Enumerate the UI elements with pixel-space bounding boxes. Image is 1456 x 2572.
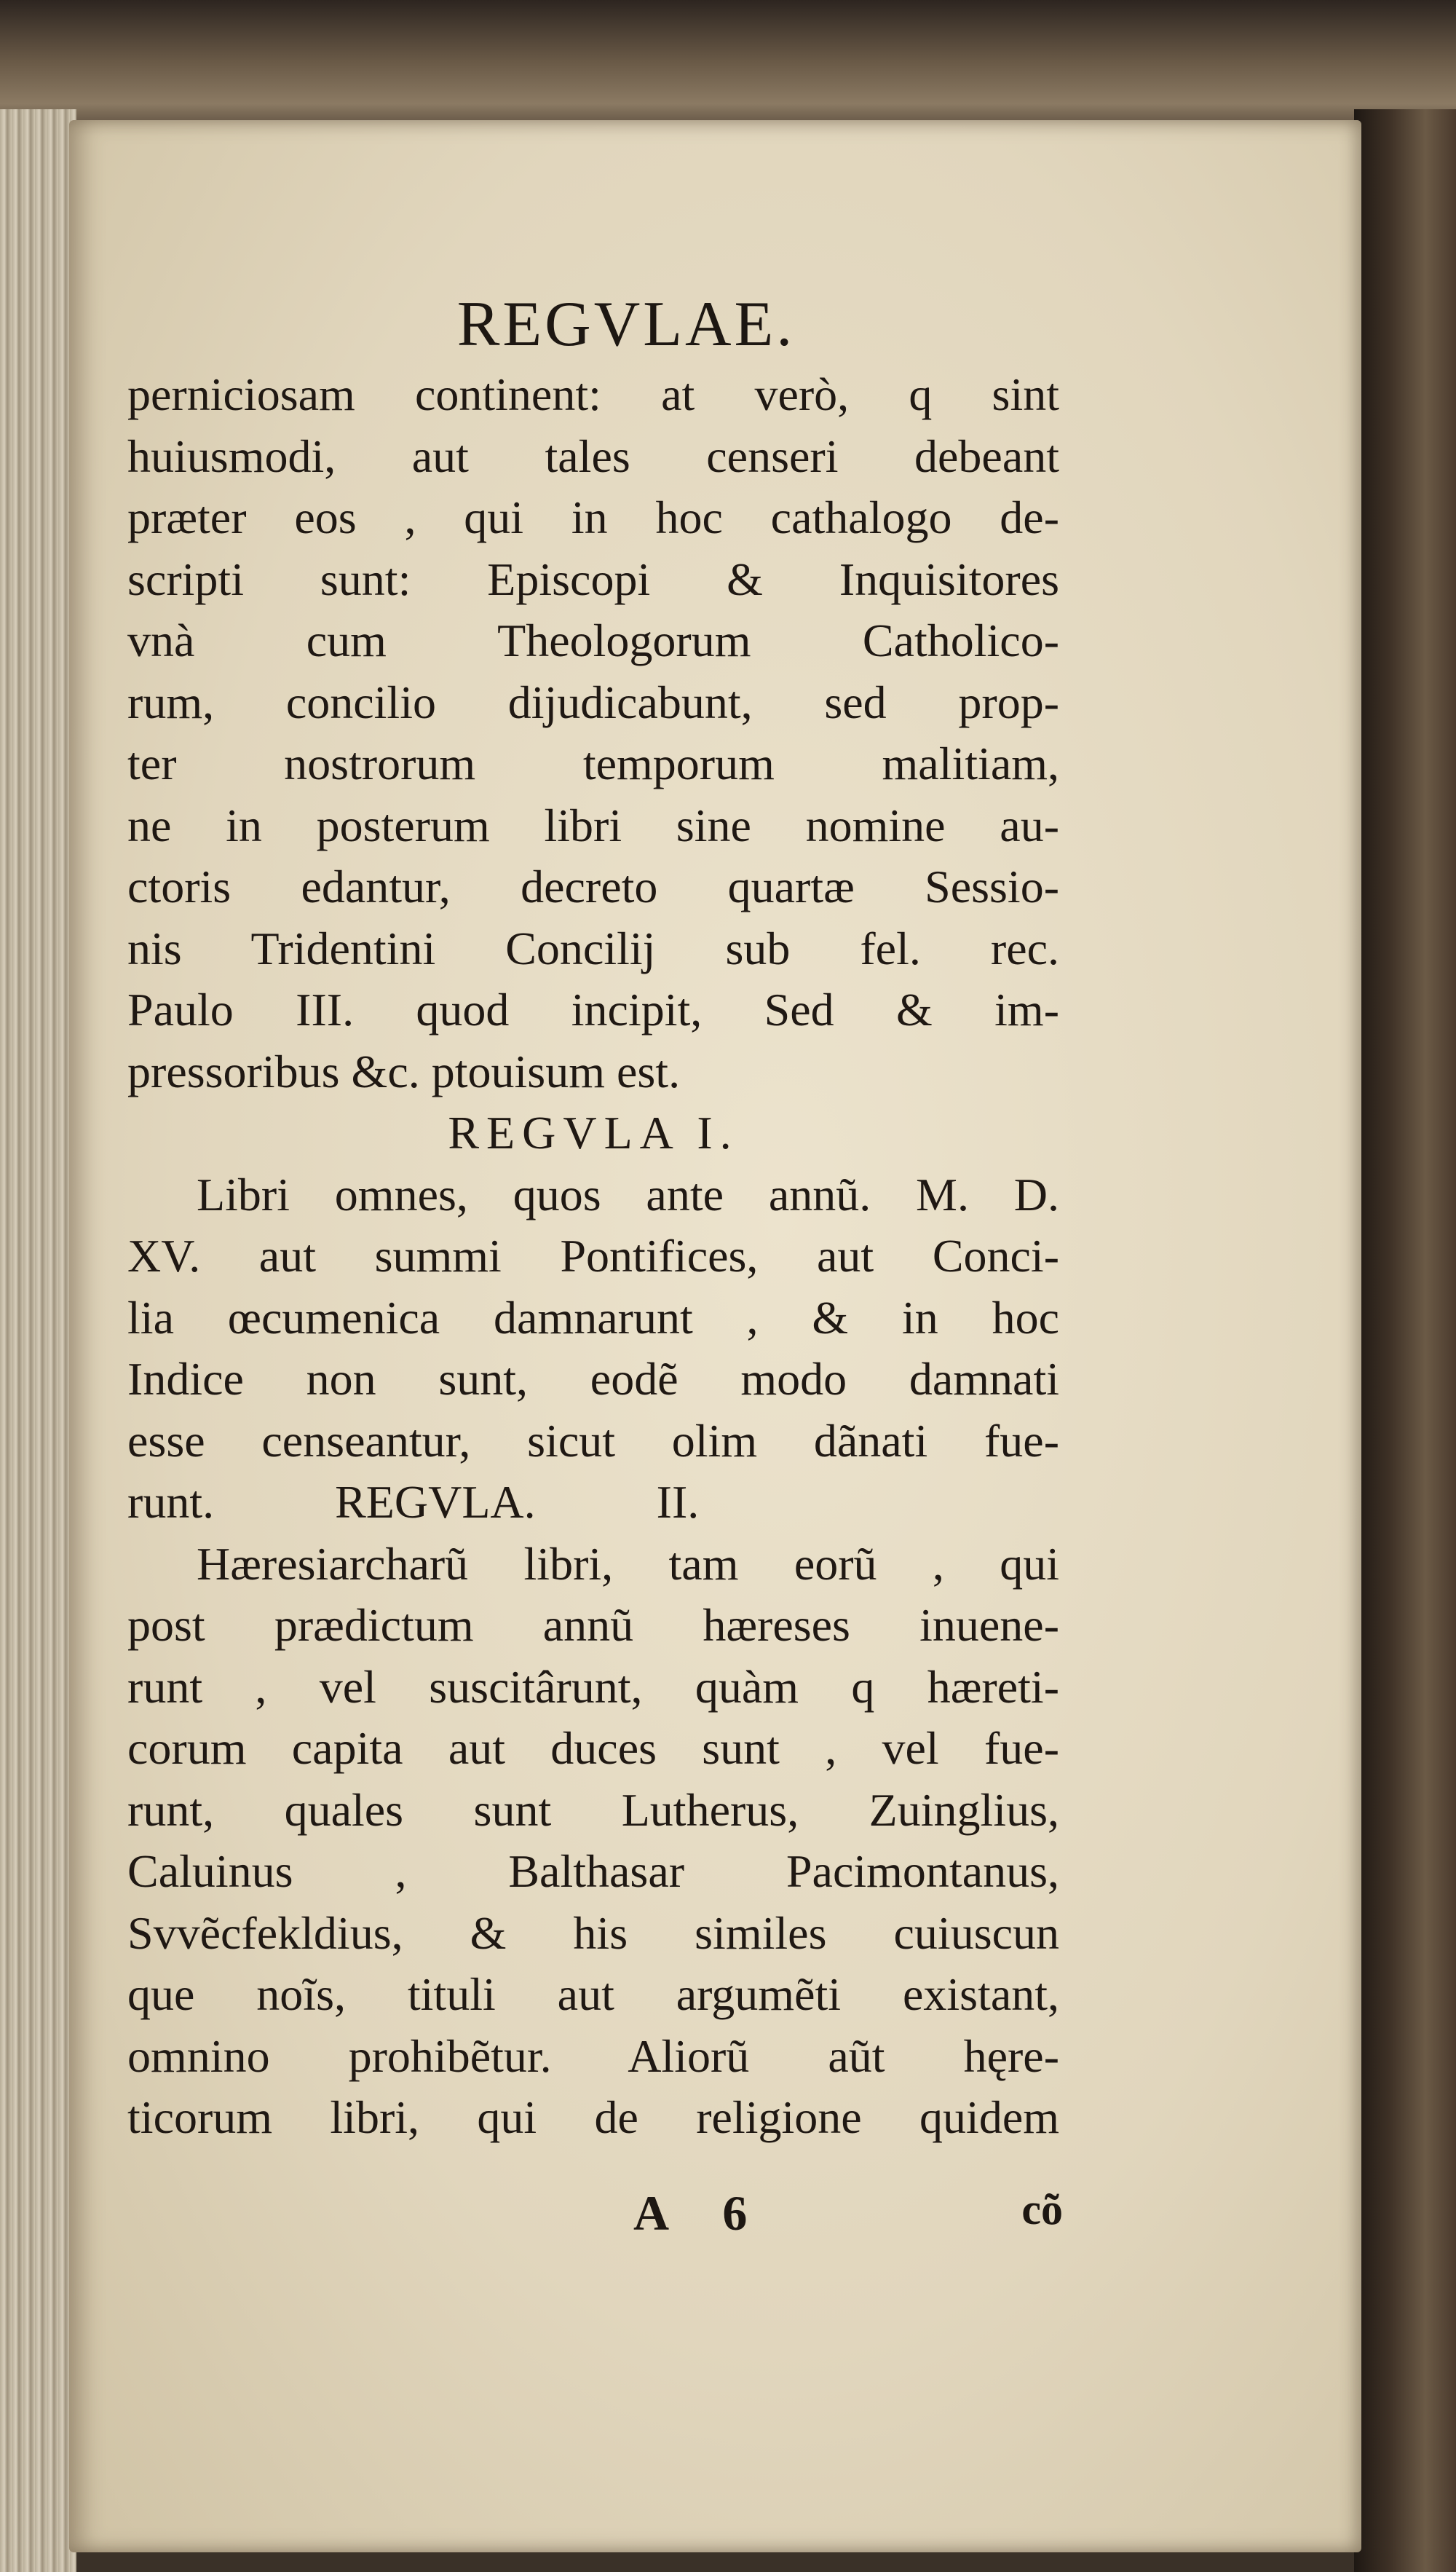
text-line: Hæresiarcharũ libri, tam eorũ , qui [197, 1537, 1059, 1590]
rule-heading-1: REGVLA I. [448, 1107, 739, 1159]
text-line: perniciosam continent: at verò, q sint [127, 368, 1059, 420]
text-line: rum, concilio dijudicabunt, sed prop- [127, 676, 1059, 728]
text-line: que noĩs, tituli aut argumẽti existant, [127, 1968, 1059, 2020]
text-line: post prædictum annũ hæreses inuene- [127, 1599, 1059, 1651]
text-line: ne in posterum libri sine nomine au- [127, 799, 1059, 851]
text-line: Indice non sunt, eodẽ modo damnati [127, 1353, 1059, 1405]
text-line: Paulo III. quod incipit, Sed & im- [127, 984, 1059, 1035]
text-line: Libri omnes, quos ante annũ. M. D. [197, 1168, 1059, 1220]
text-line: corum capita aut duces sunt , vel fue- [127, 1722, 1059, 1774]
text-line: nis Tridentini Concilij sub fel. rec. [127, 922, 1059, 974]
text-line: scripti sunt: Episcopi & Inquisitores [127, 553, 1059, 605]
text-line: Svvẽcfekldius, & his similes cuiuscun [127, 1906, 1059, 1959]
text-line: ticorum libri, qui de religione quidem [127, 2091, 1059, 2143]
text-line: lia œcumenica damnarunt , & in hoc [127, 1291, 1059, 1344]
signature-mark: A 6 [633, 2185, 769, 2241]
text-line: præter eos , qui in hoc cathalogo de- [127, 492, 1059, 543]
running-head: REGVLAE. [456, 289, 796, 360]
book-binding-right-edge [1354, 109, 1456, 2572]
text-line: runt, quales sunt Lutherus, Zuinglius, [127, 1783, 1059, 1836]
text-line: runt , vel suscitârunt, quàm q hæreti- [127, 1660, 1059, 1713]
text-line: Caluinus , Balthasar Pacimontanus, [127, 1845, 1059, 1897]
body-text [127, 364, 1059, 2149]
page-stack-left-edge [0, 109, 76, 2572]
text-line: esse censeantur, sicut olim dãnati fue- [127, 1414, 1059, 1467]
text-line: omnino prohibẽtur. Aliorũ aũt hęre- [127, 2029, 1059, 2082]
text-line: pressoribus &c. ptouisum est. [127, 1045, 681, 1097]
text-line: huiusmodi, aut tales censeri debeant [127, 430, 1059, 482]
text-line: ter nostrorum temporum malitiam, [127, 738, 1059, 789]
text-line: XV. aut summi Pontifices, aut Conci- [127, 1230, 1059, 1282]
text-line: vnà cum Theologorum Catholico- [127, 615, 1059, 666]
rule-heading-2: runt. REGVLA. II. [127, 1476, 700, 1528]
catchword: cõ [1021, 2185, 1063, 2233]
book-top-edge [0, 0, 1456, 138]
text-line: ctoris edantur, decreto quartæ Sessio- [127, 861, 1059, 912]
